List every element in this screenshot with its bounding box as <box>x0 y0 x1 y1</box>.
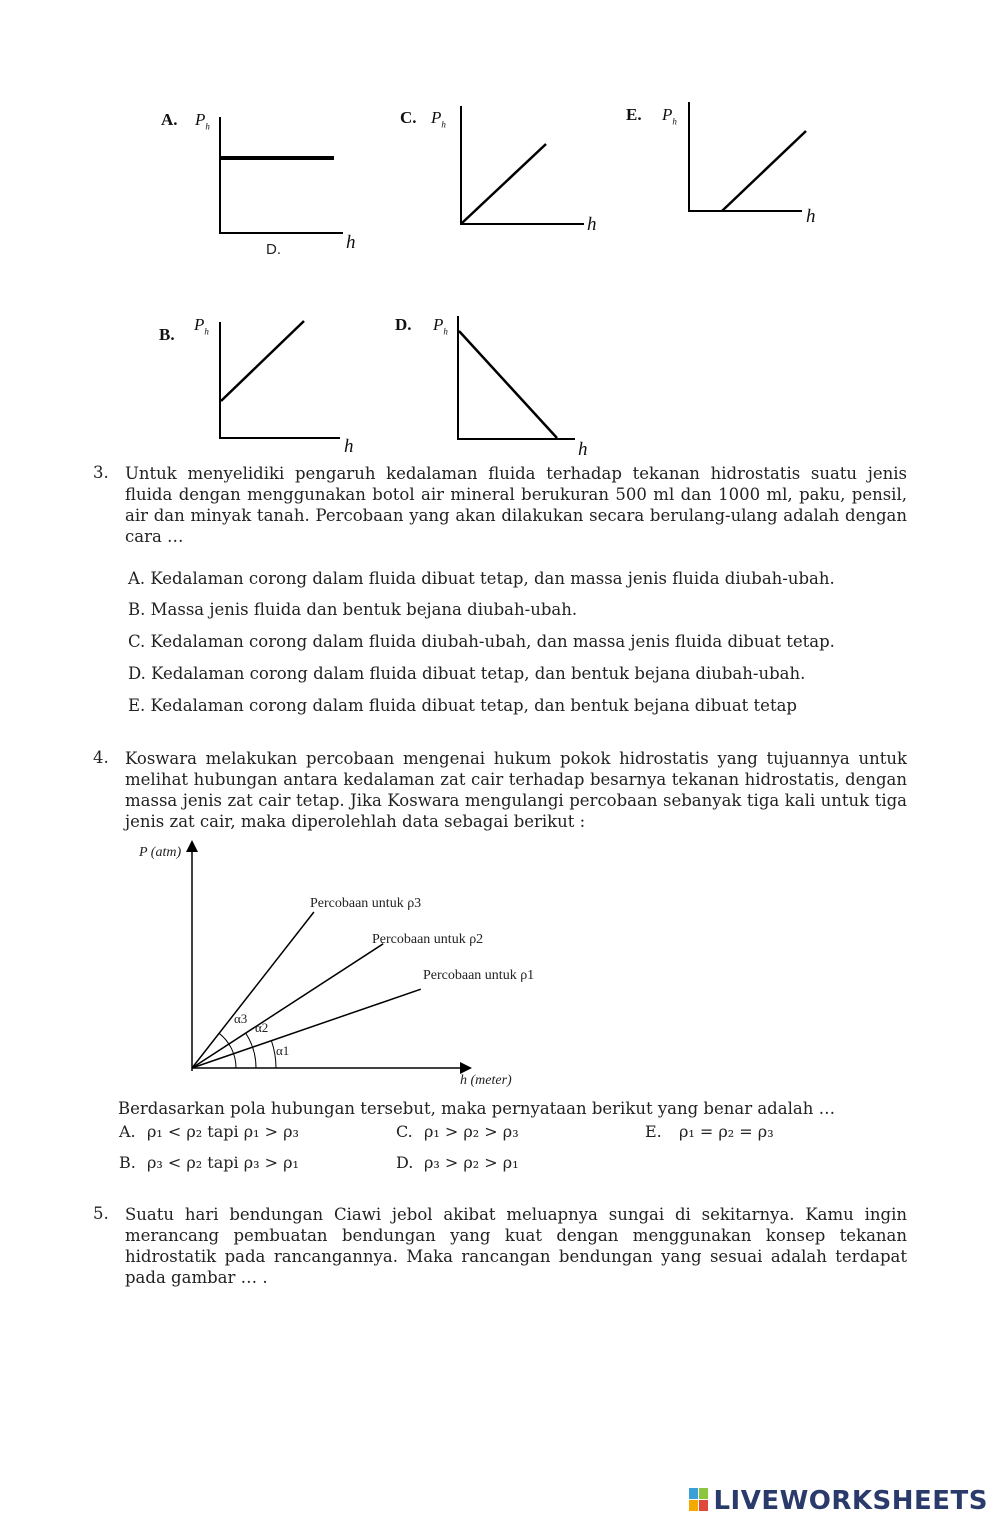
graph-letter: A. <box>161 110 178 129</box>
line-label-rho1: Percobaan untuk ρ1 <box>423 968 535 983</box>
graph-line <box>453 325 563 443</box>
question-4-text: Koswara melakukan percobaan mengenai hukum pokok hidrostatis yang tujuannya untuk melihat hubungan antara kedalaman zat cair terhadap besarnya tekanan hidrostatis, dengan massa jenis zat cair tetap. Jika Koswara mengulangi percobaan sebanyak tiga kali untuk tiga jenis zat cair, maka diperolehlah data sebagai berikut : <box>125 749 907 831</box>
q4-option-e[interactable]: E. ρ₁ = ρ₂ = ρ₃ <box>645 1122 774 1141</box>
liveworksheets-logo: LIVEWORKSHEETS <box>689 1486 988 1516</box>
x-axis-label: h <box>346 232 356 253</box>
series-line-3 <box>192 912 314 1068</box>
angle-label-alpha2: α2 <box>255 1020 269 1035</box>
x-axis-label: h <box>806 206 816 227</box>
question-number: 4. <box>93 748 109 767</box>
q4-option-b[interactable]: B. ρ₃ < ρ₂ tapi ρ₃ > ρ₁ <box>119 1153 299 1172</box>
question-number: 5. <box>93 1204 109 1223</box>
angle-arc-3 <box>219 1033 236 1068</box>
graph-line <box>455 135 555 230</box>
angle-label-alpha3: α3 <box>234 1011 248 1026</box>
liveworksheets-icon <box>689 1488 709 1512</box>
q3-option-d[interactable]: D. Kedalaman corong dalam fluida dibuat tetap, dan bentuk bejana diubah-ubah. <box>128 664 806 683</box>
graph-line <box>715 125 815 217</box>
q4-option-d[interactable]: D. ρ₃ > ρ₂ > ρ₁ <box>396 1153 519 1172</box>
graph-letter: E. <box>626 105 642 124</box>
y-axis-label: $P_h$ <box>431 108 446 130</box>
series-line-1 <box>192 989 421 1068</box>
graph-letter: B. <box>159 325 175 344</box>
y-axis-label: $P_h$ <box>194 315 209 337</box>
graph-letter: C. <box>400 108 417 127</box>
y-axis <box>219 117 221 234</box>
y-axis-label: $P_h$ <box>433 315 448 337</box>
graph-letter: D. <box>395 315 412 334</box>
q3-option-c[interactable]: C. Kedalaman corong dalam fluida diubah-ubah, dan massa jenis fluida dibuat tetap. <box>128 632 835 651</box>
stray-label: D. <box>266 241 281 258</box>
question-3-text: Untuk menyelidiki pengaruh kedalaman fluida terhadap tekanan hidrostatis suatu jenis fluida dengan menggunakan botol air mineral berukuran 500 ml dan 1000 ml, paku, pensil, air dan minyak tanah. Percobaan yang akan dilakukan secara berulang-ulang adalah dengan cara … <box>125 464 907 546</box>
x-axis-label: h (meter) <box>460 1073 512 1088</box>
angle-label-alpha1: α1 <box>276 1043 290 1058</box>
question-number: 3. <box>93 463 109 482</box>
angle-arc-2 <box>246 1033 256 1068</box>
line-label-rho3: Percobaan untuk ρ3 <box>310 896 422 911</box>
q3-option-a[interactable]: A. Kedalaman corong dalam fluida dibuat tetap, dan massa jenis fluida diubah-ubah. <box>128 569 835 588</box>
pressure-depth-plot <box>170 838 490 1088</box>
x-axis <box>219 437 340 439</box>
y-axis-label: P (atm) <box>139 845 182 860</box>
x-axis-label: h <box>344 436 354 457</box>
y-axis-label: $P_h$ <box>195 110 210 132</box>
y-axis-label: $P_h$ <box>662 105 677 127</box>
graph-line <box>221 156 334 160</box>
question-5-text: Suatu hari bendungan Ciawi jebol akibat meluapnya sungai di sekitarnya. Kamu ingin merancang pembuatan bendungan yang kuat dengan menggunakan konsep tekanan hidrostatik pada rancangannya. Maka rancangan bendungan yang sesuai adalah terdapat pada gambar … . <box>125 1205 907 1287</box>
question-4-prompt: Berdasarkan pola hubungan tersebut, maka pernyataan berikut yang benar adalah … <box>118 1099 836 1118</box>
q3-option-b[interactable]: B. Massa jenis fluida dan bentuk bejana diubah-ubah. <box>128 600 578 619</box>
x-axis-label: h <box>578 439 588 460</box>
y-axis <box>688 102 690 212</box>
x-axis <box>219 232 343 234</box>
graph-line <box>215 315 310 407</box>
q4-option-c[interactable]: C. ρ₁ > ρ₂ > ρ₃ <box>396 1122 519 1141</box>
q4-option-a[interactable]: A. ρ₁ < ρ₂ tapi ρ₁ > ρ₃ <box>119 1122 299 1141</box>
line-label-rho2: Percobaan untuk ρ2 <box>372 932 484 947</box>
q3-option-e[interactable]: E. Kedalaman corong dalam fluida dibuat tetap, dan bentuk bejana dibuat tetap <box>128 696 797 715</box>
x-axis-label: h <box>587 214 597 235</box>
